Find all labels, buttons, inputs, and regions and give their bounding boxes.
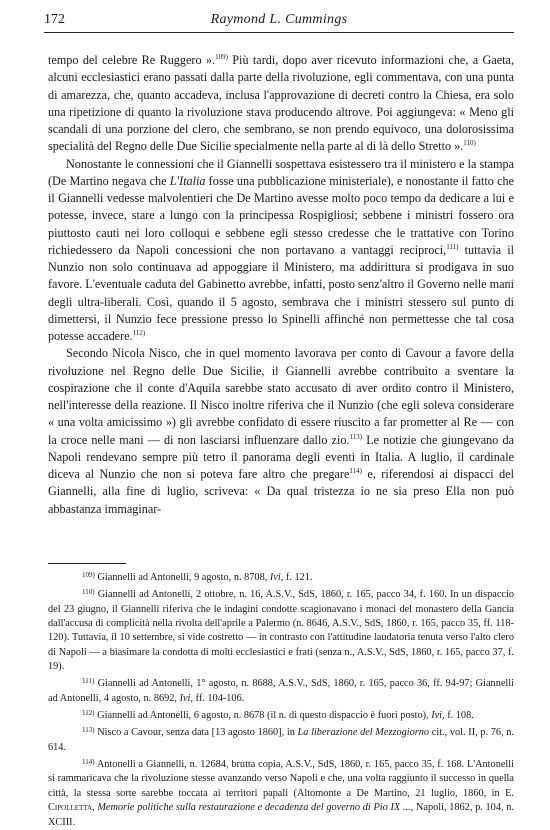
body-text <box>48 52 514 518</box>
text-run: , <box>92 802 98 814</box>
footnote-ref: 113) <box>349 432 363 441</box>
footnote-number: 111) <box>82 677 95 686</box>
text-run: Giannelli ad Antonelli, 2 ottobre, n. 16, A.S.V., SdS, 1860, r. 165, pacco 34, f. 160. In un dispaccio del 23 giugno, il Giannelli riferiva che le indagini condotte scagionavano i monaci del monastero della Gancia dall'accusa di complicità nella rivolta dell'aprile a Palermo (n. 8646, A.S.V., SdS, 1860, r. 165, pacco 35, ff. 118-120). Tuttavia, il 10 settembre, si vide costretto — in contrasto con l'attitudine laudatoria tenuta verso l'alto clero di Napoli — a biasimare la condotta di molti ecclesiastici e frati (senza n., A.S.V., SdS, 1860, r. 165, pacco 37, f. 19). <box>48 589 514 673</box>
footnote-number: 113) <box>82 726 95 735</box>
footnote-ref: 110) <box>463 139 476 148</box>
footnote-ref: 112) <box>132 329 146 337</box>
footnote-rule <box>48 563 126 564</box>
text-run: , Napoli, 1862, p. 104, n. XCIII. <box>48 802 514 828</box>
text-run: tempo del celebre Re Ruggero ». <box>48 53 216 67</box>
italic-text: Ivi <box>269 572 281 583</box>
footnote-ref: 114) <box>349 467 362 475</box>
footnote-number: 114) <box>82 758 95 767</box>
text-run: Antonelli a Giannelli, n. 12684, brutta copia, A.S.V., SdS, 1860, r. 165, pacco 35, f. 168. L'Antonelli si rammaricava che la rivoluzione stesse avanzando verso Napoli e che, una volta raggiunto il successo in quella città, la stessa sorte sarebbe toccata ai territori papali (Altomonte a De Martino, 21 luglio, 1860, in E. <box>48 759 514 799</box>
text-run: tuttavia il Nunzio non solo continuava ad appoggiare il Ministero, ma addirittura si prodigava in suo favore. L'eventuale caduta del Gabinetto avrebbe, infatti, posto senz'altro il Governo nelle mani degli ultra-liberali. Così, quando il 5 agosto, sembrava che i ministri stessero sul punto di dimettersi, il Nunzio fece pressione presso lo Spinelli affinché non permettesse che tal cosa potesse accadere. <box>48 242 514 343</box>
text-run: Nisco a Cavour, senza data [13 agosto 1860], in <box>97 727 298 739</box>
text-run: Più tardi, dopo aver ricevuto informazioni che, a Gaeta, alcuni ecclesiastici erano passati dalla parte della rivoluzione, egli commentava, con una punta di amarezza, che, quanto accadeva, inclusa l'approvazione di decreti contro la Chiesa, era solo una ripetizione di quanto la rivoluzione stava producendo altrove. Poi aggiungeva: « Meno gli scandali di una porzione del clero, che sembrano, se non prendo equivoco, una dolorosissima specialità del Regno delle Due Sicilie specialmente nella parte al di là dello Stretto ». <box>48 53 514 154</box>
italic-text: La liberazione del Mezzogiorno <box>297 727 430 739</box>
text-run: , f. 108. <box>442 710 474 722</box>
footnote <box>48 674 514 706</box>
text-run: Giannelli ad Antonelli, 1° agosto, n. 8688, A.S.V., SdS, 1860, r. 165, pacco 36, ff. 94-97; Giannelli ad Antonelli, 4 agosto, n. 8692, <box>48 678 514 704</box>
footnote <box>48 755 514 830</box>
page-number: 172 <box>44 12 65 27</box>
footnote <box>48 585 514 674</box>
text-run: e, riferendosi ai dispacci del Giannelli, alla fine di luglio, scriveva: « Da qual tristezza io ne sia preso Ella non può abbastanza immaginar- <box>48 467 514 516</box>
italic-text: Ivi <box>179 692 191 704</box>
text-run: fosse una pubblicazione ministeriale), e nonostante il fatto che il Giannelli vedesse malvolentieri che De Martino avesse molto poco tempo da dedicare a lui e potesse, invece, stare a lungo con la principessa Rospigliosi; sebbene i ministri fossero ora piuttosto cauti nei loro colloqui e sebbene egli stesso credesse che le trattative con Torino richiedessero da Napoli concessioni che non portavano a vantaggi reciproci, <box>48 173 514 257</box>
text-run: , f. 121. <box>280 572 313 583</box>
footnote-ref: 111) <box>446 242 459 251</box>
footnote <box>48 568 514 585</box>
text-run: Secondo Nicola Nisco, che in quel momento lavorava per conto di Cavour a favore della rivoluzione nel Regno delle Due Sicilie, il Giannelli avrebbe contribuito a sventare la cospirazione che il conte d'Aquila sarebbe stato accusato di aver ordito contro il Ministero, nell'interesse della reazione. Il Nisco inoltre riferiva che il Nunzio (che egli soleva considerare « una volta amicissimo ») gli avrebbe confidato di essere riuscito a far prometter al Re — con la croce nelle mani — di non lasciarsi influenzare dallo zio. <box>48 346 514 447</box>
text-run: Le notizie che giungevano da Napoli rendevano sempre più tetro il panorama degli eventi in Italia. A luglio, il cardinale diceva al Nunzio che non si poteva fare altro che pregare <box>48 432 514 481</box>
running-head: Raymond L. Cummings <box>210 12 348 27</box>
footnote <box>48 706 514 723</box>
footnote <box>48 723 514 755</box>
footnote-number: 109) <box>82 571 95 579</box>
footnote-number: 110) <box>82 588 95 597</box>
footnote-ref: 109) <box>215 53 228 61</box>
italic-text: Memorie politiche sulla restaurazione e decadenza del governo di Pio IX ... <box>97 802 411 814</box>
body-paragraph <box>48 156 514 346</box>
footnotes <box>48 563 514 830</box>
text-run: Nonostante le connessioni che il Giannelli sospettava esistessero tra il ministero e la stampa (De Martino negava che <box>48 156 514 188</box>
italic-text: Ivi <box>431 710 443 722</box>
body-paragraph <box>48 345 514 518</box>
footnote-number: 112) <box>82 709 95 718</box>
text-run: Giannelli ad Antonelli, 9 agosto, n. 8708, <box>97 572 270 583</box>
author-name: Cipolletta <box>48 802 93 814</box>
text-run: cit., vol. II, p. 76, n. 614. <box>48 727 515 753</box>
page-header <box>44 12 514 33</box>
text-run: , ff. 104-106. <box>190 692 245 704</box>
body-paragraph <box>48 52 514 156</box>
footnote-list <box>48 568 514 830</box>
italic-text: L'Italia <box>169 173 206 188</box>
text-run: Giannelli ad Antonelli, 6 agosto, n. 8678 (il n. di questo dispaccio è fuori posto), <box>97 710 432 722</box>
